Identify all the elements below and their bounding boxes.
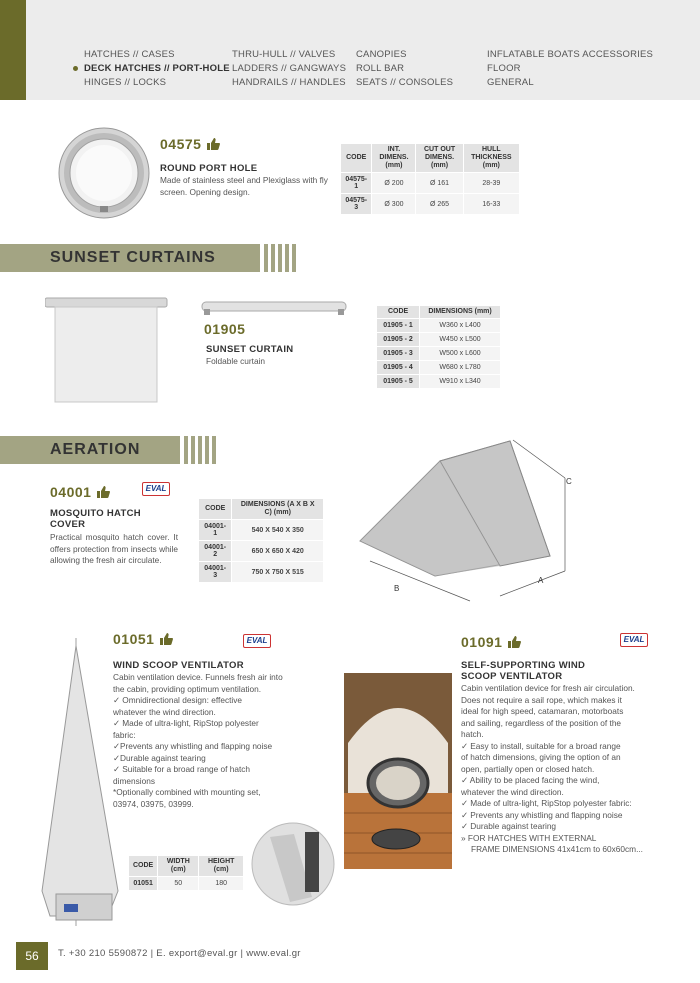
dimension-label-b: B xyxy=(394,584,400,593)
table-cell: 04575-1 xyxy=(341,173,372,194)
feature-line: ideal for high speed, catamaran, motorboats xyxy=(461,706,624,716)
thumbs-up-icon xyxy=(160,633,173,645)
col-header: HEIGHT (cm) xyxy=(199,856,244,877)
feature-line: dimensions xyxy=(113,775,155,786)
feature-line: ✓ Prevents any whistling and flapping noise xyxy=(461,809,623,820)
product-title: WIND SCOOP VENTILATOR xyxy=(113,660,244,671)
nav-link-thru-hull[interactable]: THRU-HULL // VALVES xyxy=(232,49,336,60)
spec-table-04575 xyxy=(340,143,520,215)
feature-line: the cabin, providing optimum ventilation. xyxy=(113,683,262,694)
nav-link-hatches[interactable]: HATCHES // CASES xyxy=(84,49,175,60)
table-row xyxy=(377,361,501,375)
product-features xyxy=(113,672,313,810)
nav-link-ladders[interactable]: LADDERS // GANGWAYS xyxy=(232,63,347,74)
table-cell: 01905 - 1 xyxy=(377,319,420,333)
table-cell: Ø 161 xyxy=(416,173,463,194)
section-stripes xyxy=(264,244,296,272)
table-row xyxy=(341,194,520,215)
col-header: DIMENSIONS (A X B X C) (mm) xyxy=(232,499,324,520)
feature-line: whatever the wind direction. xyxy=(113,706,216,717)
table-cell: 750 X 750 X 515 xyxy=(232,562,324,583)
col-header: INT. DIMENS. (mm) xyxy=(372,144,416,173)
curtain-image xyxy=(45,296,170,406)
nav-column-2 xyxy=(232,48,346,90)
product-04575 xyxy=(160,136,220,154)
nav-link-hinges[interactable]: HINGES // LOCKS xyxy=(84,77,167,88)
table-cell: 01905 - 4 xyxy=(377,361,420,375)
feature-line: fabric: xyxy=(113,729,136,740)
feature-line: ✓Prevents any whistling and flapping noise xyxy=(113,741,273,751)
col-header: CUT OUT DIMENS. (mm) xyxy=(416,144,463,173)
feature-line: *Optionally combined with mounting set, xyxy=(113,787,261,797)
table-cell: W680 x L780 xyxy=(420,361,501,375)
eval-logo: EVAL xyxy=(243,634,271,648)
table-row xyxy=(199,562,324,583)
table-cell: 540 X 540 X 350 xyxy=(232,520,324,541)
thumbs-up-icon xyxy=(97,486,110,498)
table-cell: 28-39 xyxy=(463,173,519,194)
feature-line: of hatch dimensions, giving the option of an xyxy=(461,752,621,762)
product-title: SELF-SUPPORTING WIND SCOOP VENTILATOR xyxy=(461,660,586,682)
feature-line: open, partially open or closed hatch. xyxy=(461,763,595,774)
thumbs-up-icon xyxy=(207,138,220,150)
nav-link-canopies[interactable]: CANOPIES xyxy=(356,49,407,60)
table-row xyxy=(199,541,324,562)
feature-line: ✓Durable against tearing xyxy=(113,752,206,763)
product-code: 04575 xyxy=(160,136,202,152)
table-cell: 04575-3 xyxy=(341,194,372,215)
product-title: ROUND PORT HOLE xyxy=(160,163,258,174)
feature-line: Cabin ventilation device for fresh air circulation. xyxy=(461,683,635,693)
table-row xyxy=(377,347,501,361)
table-cell: Ø 200 xyxy=(372,173,416,194)
table-cell: W450 x L500 xyxy=(420,333,501,347)
feature-line: ✓ Durable against tearing xyxy=(461,821,557,831)
table-cell: 16-33 xyxy=(463,194,519,215)
table-cell: 01905 - 3 xyxy=(377,347,420,361)
feature-line: FRAME DIMENSIONS 41x41cm to 60x60cm... xyxy=(471,844,643,854)
eval-logo: EVAL xyxy=(620,633,648,647)
col-header: HULL THICKNESS (mm) xyxy=(463,144,519,173)
nav-link-inflatable[interactable]: INFLATABLE BOATS ACCESSORIES xyxy=(487,49,654,60)
nav-link-roll-bar[interactable]: ROLL BAR xyxy=(356,63,405,74)
table-row xyxy=(377,333,501,347)
table-cell: 180 xyxy=(199,877,244,891)
nav-link-floor[interactable]: FLOOR xyxy=(487,63,521,74)
dimension-label-a: A xyxy=(538,576,544,585)
nav-link-deck-hatches[interactable]: DECK HATCHES // PORT-HOLE xyxy=(84,62,230,76)
table-cell: W360 x L400 xyxy=(420,319,501,333)
feature-line: ✓ Easy to install, suitable for a broad range xyxy=(461,740,621,751)
nav-link-seats[interactable]: SEATS // CONSOLES xyxy=(356,77,454,88)
table-cell: W500 x L600 xyxy=(420,347,501,361)
col-header: CODE xyxy=(129,856,158,877)
self-supporting-ventilator-image xyxy=(344,673,452,869)
active-dot-icon xyxy=(73,66,78,71)
col-header: WIDTH (cm) xyxy=(158,856,199,877)
product-description: Made of stainless steel and Plexiglass with fly screen. Opening design. xyxy=(160,175,328,197)
table-cell: 04001-3 xyxy=(199,562,232,583)
table-row xyxy=(377,319,501,333)
product-features xyxy=(461,683,653,856)
curtain-rolled-image xyxy=(200,296,348,320)
table-cell: 50 xyxy=(158,877,199,891)
feature-line: ✓ Ability to be placed facing the wind, xyxy=(461,775,600,785)
product-01905 xyxy=(204,321,245,339)
section-title: SUNSET CURTAINS xyxy=(50,249,216,266)
col-header: CODE xyxy=(341,144,372,173)
wind-scoop-image xyxy=(38,636,124,932)
table-cell: W910 x L340 xyxy=(420,375,501,389)
eval-logo: EVAL xyxy=(142,482,170,496)
feature-line: » FOR HATCHES WITH EXTERNAL xyxy=(461,832,597,843)
col-header: CODE xyxy=(199,499,232,520)
feature-line: ✓ Made of ultra-light, RipStop polyester xyxy=(113,718,259,728)
table-cell: 04001-1 xyxy=(199,520,232,541)
chapter-marker xyxy=(0,0,26,100)
spec-table-04001 xyxy=(198,498,324,583)
table-cell: 01905 - 5 xyxy=(377,375,420,389)
wind-scoop-detail-image xyxy=(250,822,336,906)
table-row xyxy=(341,173,520,194)
nav-column-4 xyxy=(487,48,653,90)
section-stripes xyxy=(184,436,216,464)
feature-line: Does not require a sail rope, which makes it xyxy=(461,694,622,705)
section-header-aeration xyxy=(0,436,180,464)
section-header-sunset-curtains xyxy=(0,244,260,272)
product-code: 01051 xyxy=(113,631,155,647)
table-cell: 01905 - 2 xyxy=(377,333,420,347)
spec-table-01051 xyxy=(128,855,244,891)
product-description: Foldable curtain xyxy=(206,356,266,366)
feature-line: ✓ Made of ultra-light, RipStop polyester fabric: xyxy=(461,798,632,808)
table-row xyxy=(129,877,244,891)
table-cell: 01051 xyxy=(129,877,158,891)
feature-line: whatever the wind direction. xyxy=(461,786,564,797)
product-01091 xyxy=(461,634,521,652)
spec-table-01905 xyxy=(376,305,501,389)
footer-contact: T. +30 210 5590872 | E. export@eval.gr | www.eval.gr xyxy=(58,948,301,959)
mosquito-cover-image xyxy=(355,436,590,606)
table-row xyxy=(199,520,324,541)
nav-link-general[interactable]: GENERAL xyxy=(487,77,534,88)
table-row xyxy=(377,375,501,389)
nav-column-1 xyxy=(84,48,230,90)
table-cell: Ø 300 xyxy=(372,194,416,215)
feature-line: 03974, 03975, 03999. xyxy=(113,798,194,809)
product-title: MOSQUITO HATCH COVER xyxy=(50,508,141,530)
table-cell: 650 X 650 X 420 xyxy=(232,541,324,562)
product-code: 04001 xyxy=(50,484,92,500)
feature-line: hatch. xyxy=(461,729,484,739)
product-04001 xyxy=(50,484,110,502)
feature-line: and sailing, regardless of the position of the xyxy=(461,717,622,728)
section-title: AERATION xyxy=(50,441,141,458)
page-number: 56 xyxy=(16,942,48,970)
product-title: SUNSET CURTAIN xyxy=(206,344,294,355)
nav-link-handrails[interactable]: HANDRAILS // HANDLES xyxy=(232,77,346,88)
product-code: 01905 xyxy=(204,321,246,337)
product-description: Practical mosquito hatch cover. It offers protection from insects while allowing the fresh air circulate. xyxy=(50,532,178,565)
feature-line: Cabin ventilation device. Funnels fresh air into xyxy=(113,672,283,682)
table-cell: Ø 265 xyxy=(416,194,463,215)
col-header: DIMENSIONS (mm) xyxy=(420,306,501,319)
dimension-label-c: C xyxy=(566,477,572,486)
thumbs-up-icon xyxy=(508,636,521,648)
feature-line: ✓ Suitable for a broad range of hatch xyxy=(113,764,251,774)
feature-line: ✓ Omnidirectional design: effective xyxy=(113,695,243,705)
col-header: CODE xyxy=(377,306,420,319)
port-hole-image xyxy=(56,126,152,220)
product-code: 01091 xyxy=(461,634,503,650)
table-cell: 04001-2 xyxy=(199,541,232,562)
nav-column-3 xyxy=(356,48,453,90)
